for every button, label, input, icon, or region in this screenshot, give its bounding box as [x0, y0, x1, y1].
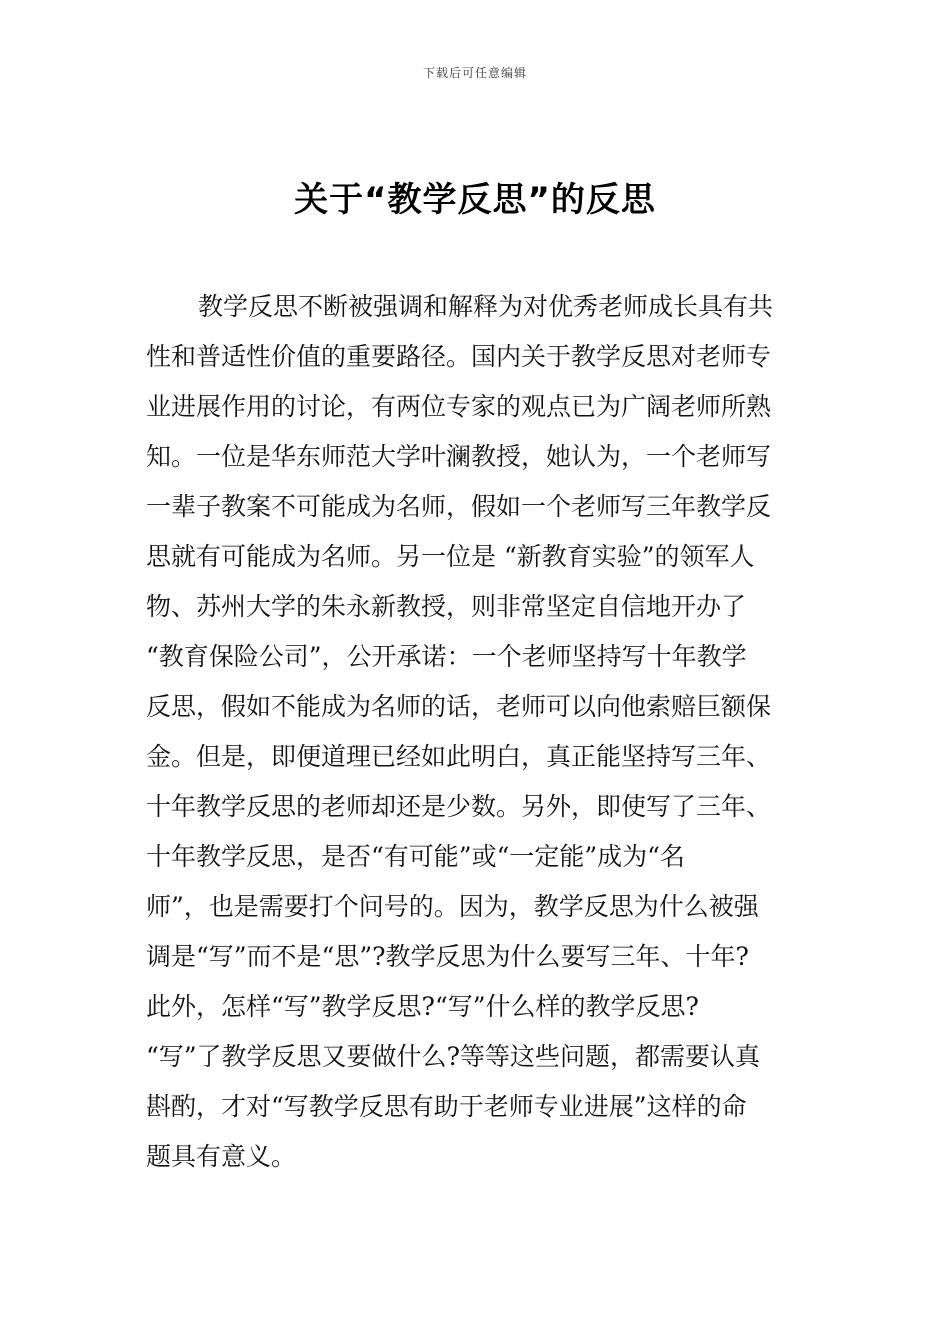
- paragraph-line: 斟酌，才对“写教学反思有助于老师专业进展”这样的命: [146, 1092, 747, 1121]
- paragraph-line: 师”，也是需要打个问号的。因为，教学反思为什么被强: [146, 892, 759, 921]
- paragraph-line: “教育保险公司”，公开承诺：一个老师坚持写十年教学: [146, 642, 747, 671]
- paragraph-line: 教学反思不断被强调和解释为对优秀老师成长具有共: [198, 292, 774, 321]
- paragraph-line: 题具有意义。: [146, 1142, 297, 1171]
- paragraph-line: 十年教学反思的老师却还是少数。另外，即使写了三年、: [146, 792, 772, 821]
- paragraph-line: 思就有可能成为名师。另一位是 “新教育实验”的领军人: [146, 542, 755, 571]
- paragraph-line: 调是“写”而不是“思”?教学反思为什么要写三年、十年?: [146, 942, 749, 971]
- header-note: 下载后可任意编辑: [422, 66, 527, 80]
- paragraph-line: 反思，假如不能成为名师的话，老师可以向他索赔巨额保: [146, 692, 772, 721]
- paragraph-line: “写”了教学反思又要做什么?等等这些问题，都需要认真: [146, 1042, 760, 1071]
- document-title: 关于“教学反思”的反思: [294, 180, 656, 220]
- paragraph-line: 知。一位是华东师范大学叶澜教授，她认为，一个老师写: [146, 442, 772, 471]
- paragraph-line: 一辈子教案不可能成为名师，假如一个老师写三年教学反: [146, 492, 772, 521]
- paragraph-line: 此外，怎样“写”教学反思?“写”什么样的教学反思?: [146, 992, 699, 1021]
- body-paragraph: [146, 282, 808, 1182]
- paragraph-line: 物、苏州大学的朱永新教授，则非常坚定自信地开办了: [146, 592, 747, 621]
- paragraph-line: 十年教学反思，是否“有可能”或“一定能”成为“名: [146, 842, 685, 871]
- paragraph-line: 业进展作用的讨论，有两位专家的观点已为广阔老师所熟: [146, 392, 772, 421]
- paragraph-line: 金。但是，即便道理已经如此明白，真正能坚持写三年、: [146, 742, 772, 771]
- paragraph-line: 性和普适性价值的重要路径。国内关于教学反思对老师专: [146, 342, 772, 371]
